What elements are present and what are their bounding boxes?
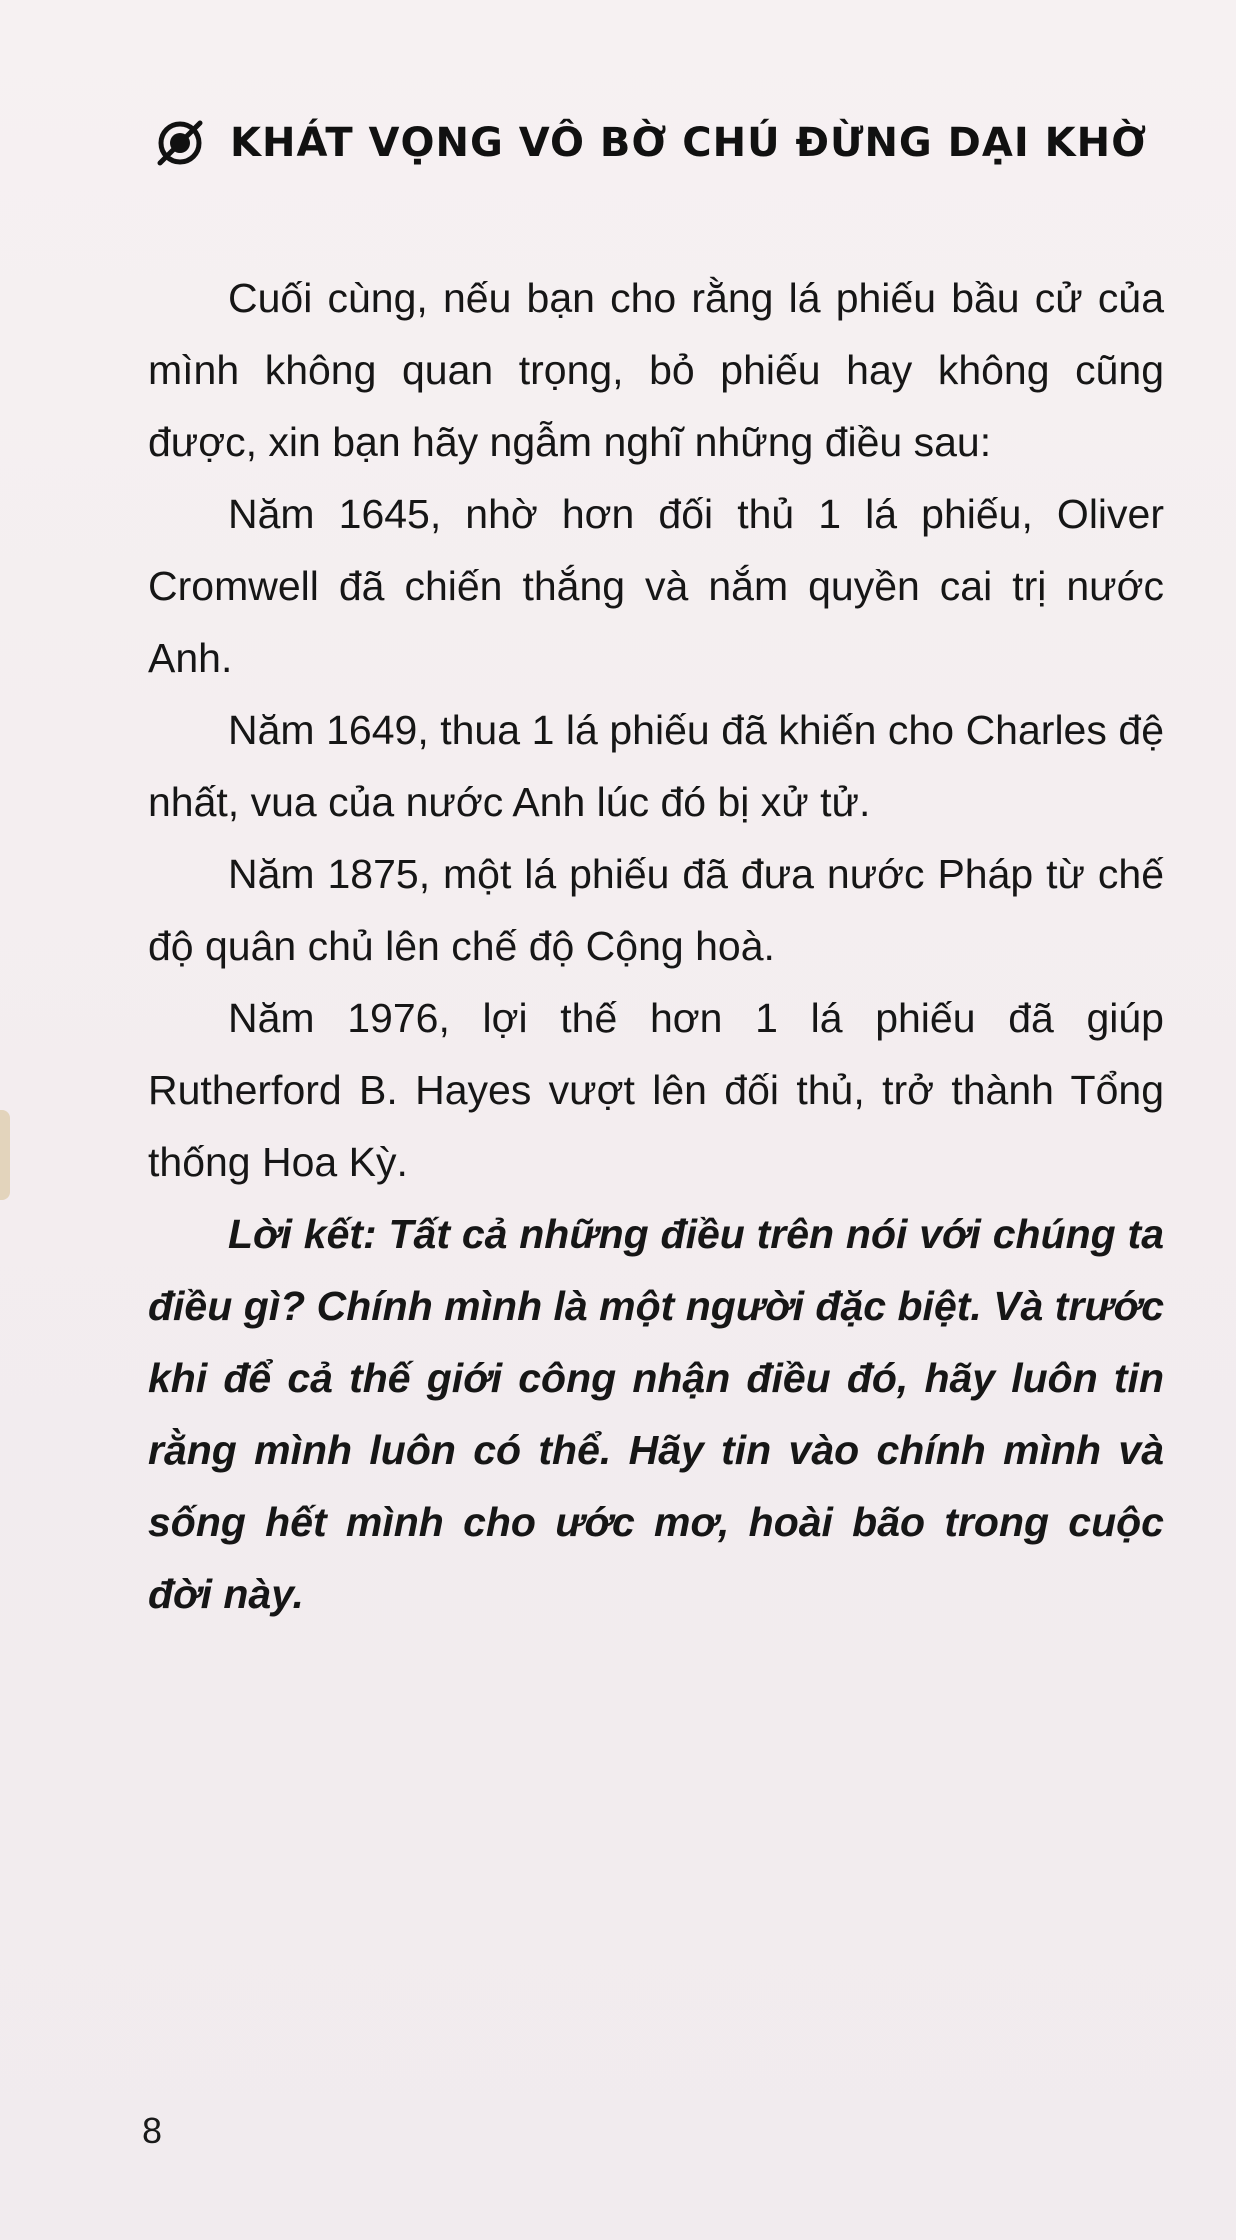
chapter-header (152, 108, 1147, 178)
crossed-circle-icon (152, 115, 208, 171)
page-edge-mark (0, 1110, 10, 1200)
paragraph-1645: Năm 1645, nhờ hơn đối thủ 1 lá phiếu, Oliver Cromwell đã chiến thắng và nắm quyền cai trị nước Anh. (148, 491, 1164, 681)
paragraph-1976: Năm 1976, lợi thế hơn 1 lá phiếu đã giúp Rutherford B. Hayes vượt lên đối thủ, trở thành Tổng thống Hoa Kỳ. (148, 995, 1164, 1185)
paragraph-1875: Năm 1875, một lá phiếu đã đưa nước Pháp từ chế độ quân chủ lên chế độ Cộng hoà. (148, 851, 1164, 969)
paragraph-1649: Năm 1649, thua 1 lá phiếu đã khiến cho Charles đệ nhất, vua của nước Anh lúc đó bị xử tử. (148, 707, 1164, 825)
page-number: 8 (142, 2110, 163, 2151)
paragraph-conclusion: Lời kết: Tất cả những điều trên nói với chúng ta điều gì? Chính mình là một người đặc biệt. Và trước khi để cả thế giới công nhận điều đó, hãy luôn tin rằng mình luôn có thể. Hãy tin vào chính mình và sống hết mình cho ước mơ, hoài bão trong cuộc đời này. (148, 1211, 1164, 1617)
body-text (148, 262, 1164, 1630)
chapter-title: KHÁT VỌNG VÔ BỜ CHÚ ĐỪNG DẠI KHỜ (230, 120, 1148, 166)
paragraph-intro: Cuối cùng, nếu bạn cho rằng lá phiếu bầu cử của mình không quan trọng, bỏ phiếu hay không cũng được, xin bạn hãy ngẫm nghĩ những điều sau: (148, 275, 1164, 465)
